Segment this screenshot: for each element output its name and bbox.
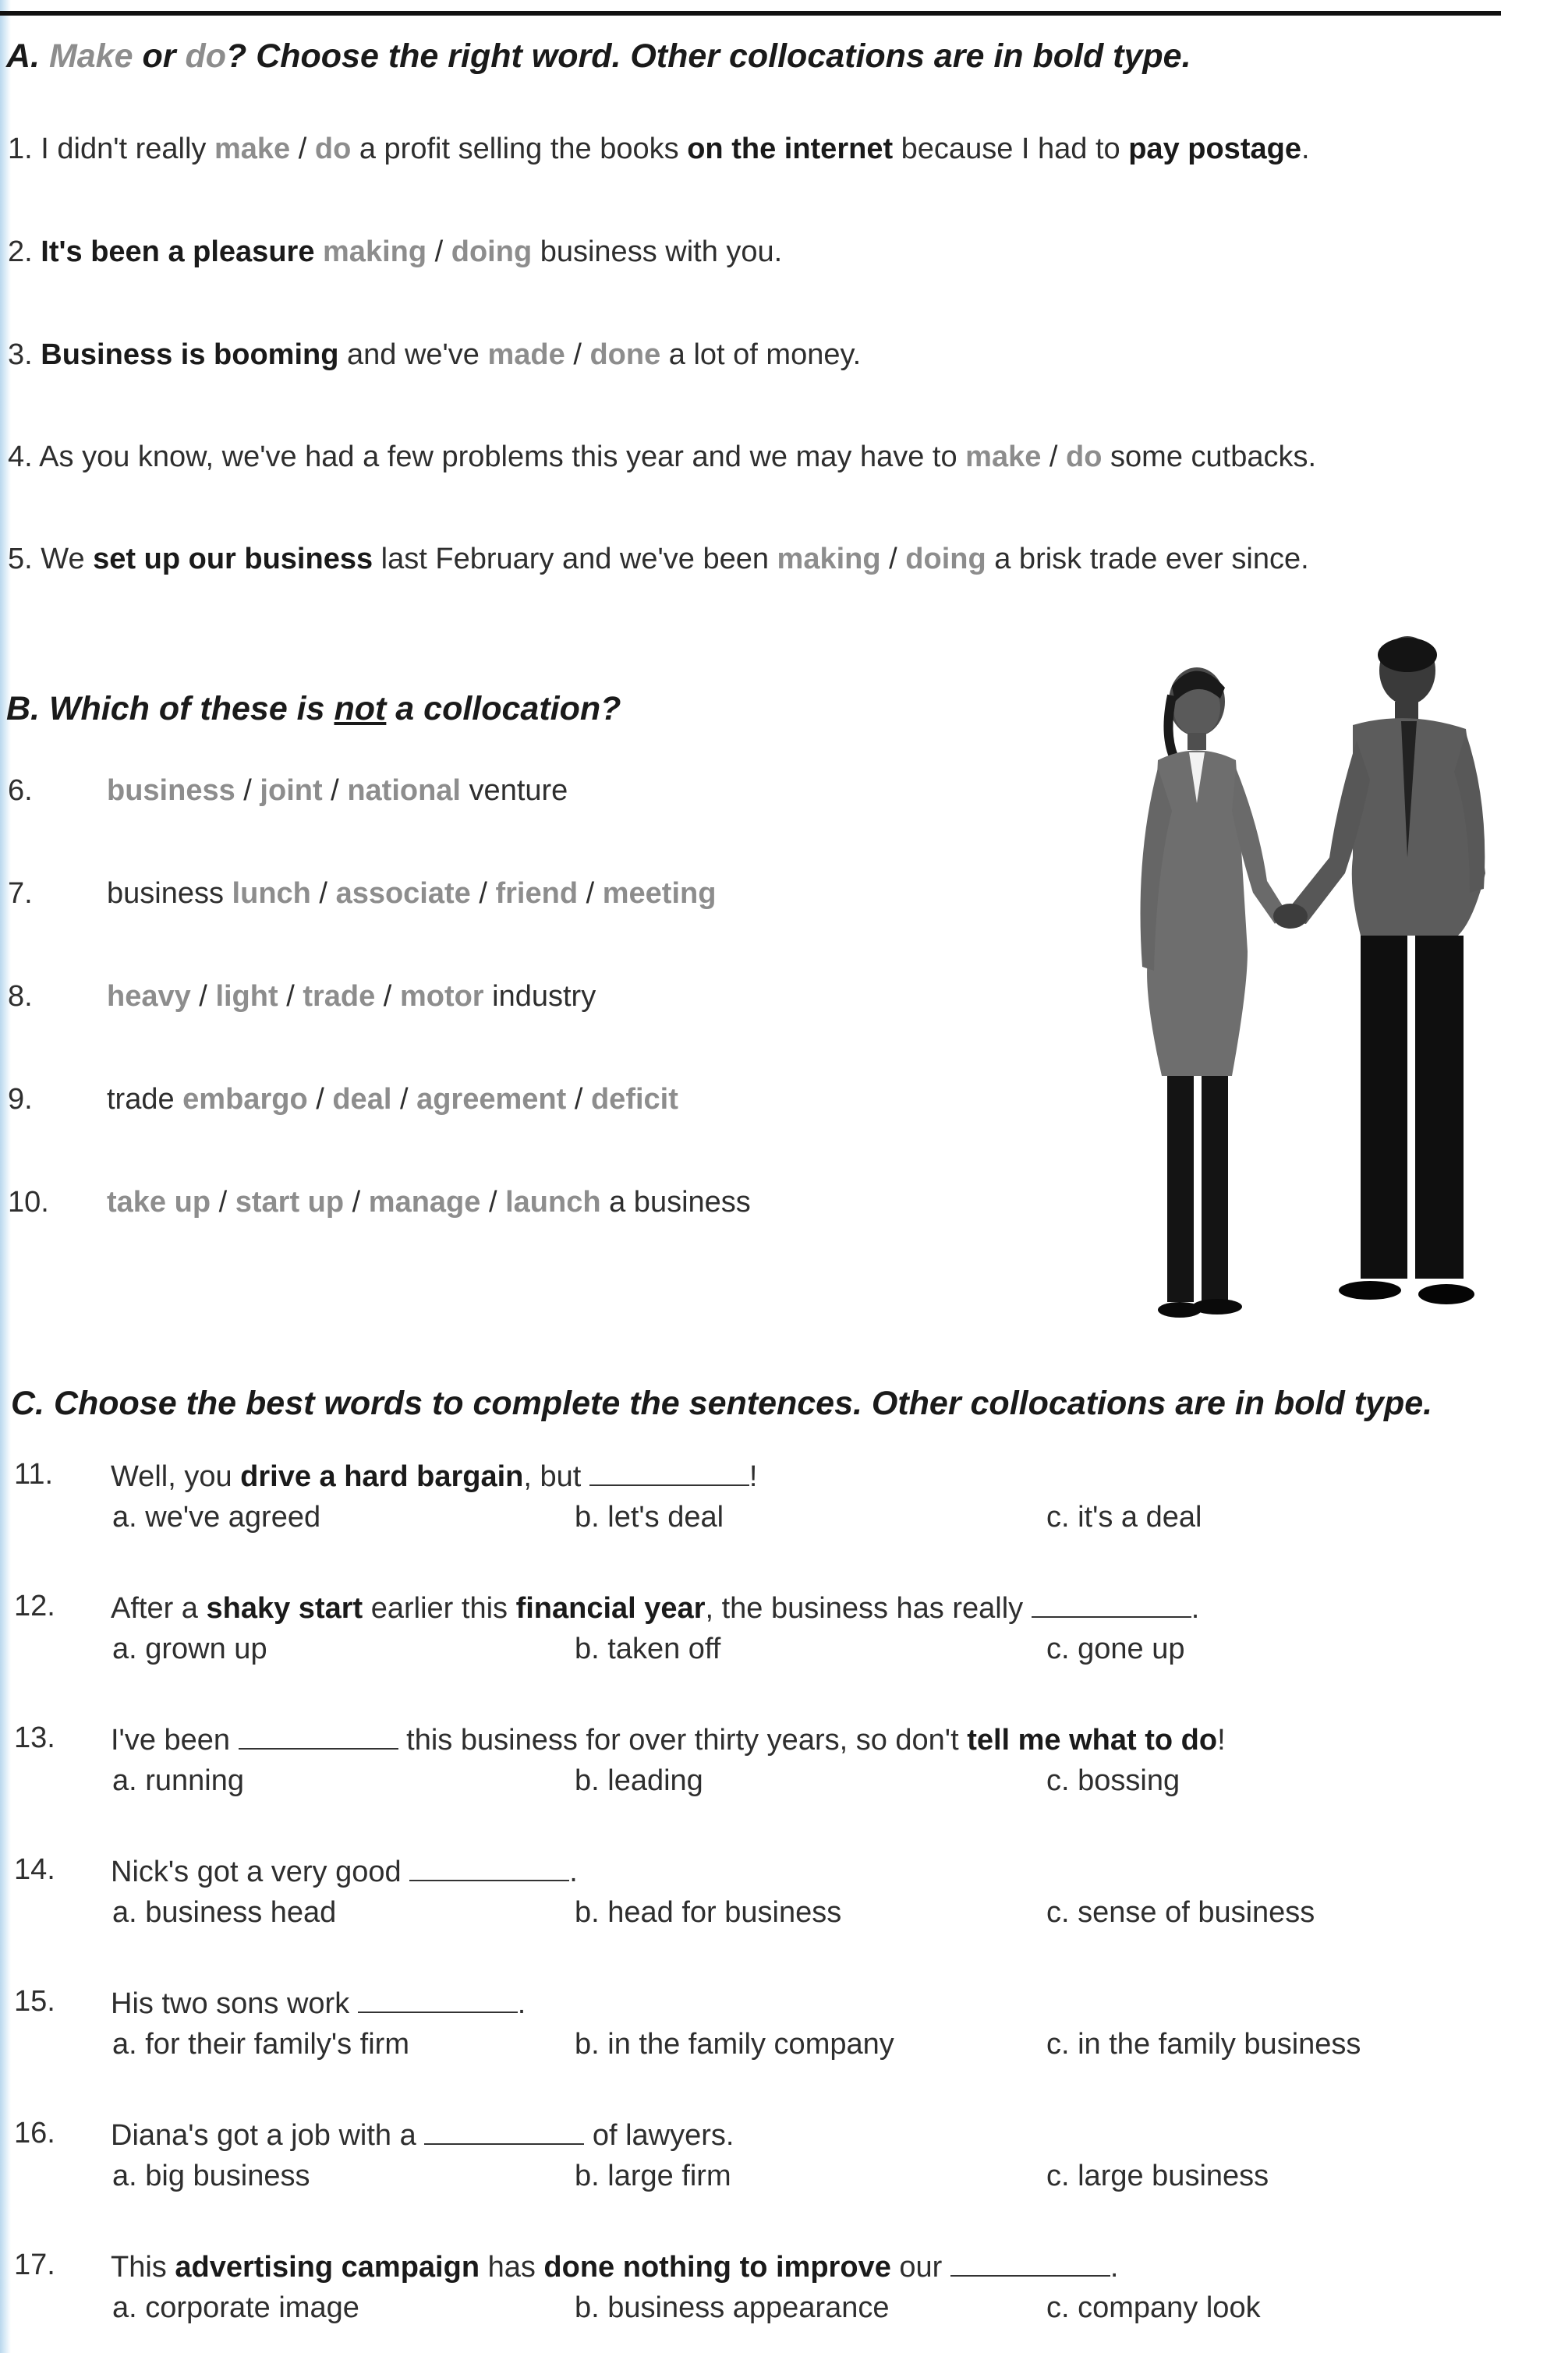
collocation: It's been a pleasure [41,235,315,268]
choice[interactable]: deal [332,1083,392,1116]
separator: / [278,980,303,1013]
option-a[interactable]: a. big business [112,2160,310,2192]
choice[interactable]: national [347,774,461,807]
option-c[interactable]: c. it's a deal [1046,1501,1202,1534]
option-a[interactable]: a. running [112,1764,245,1797]
question-9 [107,1083,678,1116]
question-11 [111,1458,757,1494]
top-rule [0,11,1501,16]
option-c[interactable]: c. large business [1046,2160,1269,2192]
collocation: shaky start [206,1592,363,1625]
text: His two sons work [111,1987,358,2020]
text: a brisk trade ever since. [986,543,1309,575]
question-10 [107,1186,751,1219]
text: We [41,543,94,575]
option-b[interactable]: b. head for business [575,1896,842,1929]
option-c[interactable]: c. bossing [1046,1764,1180,1797]
text: a profit selling the books [351,133,688,165]
option-a[interactable]: a. corporate image [112,2291,359,2324]
separator: / [391,1083,417,1116]
answer-blank[interactable] [358,1985,518,2013]
section-a-heading [6,37,1191,76]
choice[interactable]: light [215,980,278,1013]
choice-making[interactable]: making [777,543,881,575]
question-number-12: 12. [14,1590,55,1622]
option-a[interactable]: a. we've agreed [112,1501,321,1534]
choice[interactable]: associate [335,877,471,910]
separator: / [470,877,496,910]
question-number-14: 14. [14,1853,55,1886]
question-number-9: 9. [8,1083,33,1116]
answer-blank[interactable] [1032,1590,1191,1618]
text: I didn't really [41,133,214,165]
collocation: tell me what to do [967,1724,1218,1757]
separator: / [375,980,400,1013]
text: this business for over thirty years, so don't [398,1724,968,1757]
collocation: set up our business [93,543,373,575]
choice[interactable]: manage [368,1186,481,1219]
text: Diana's got a job with a [111,2119,425,2152]
separator: / [211,1186,235,1219]
choice-make[interactable]: make [965,441,1042,473]
section-letter: A. [6,37,40,75]
text: a business [600,1186,751,1219]
separator: / [1041,441,1067,473]
separator: / [880,543,906,575]
collocation: Business is booming [41,338,339,371]
word-or: or [142,37,176,75]
question-number-6: 6. [8,774,33,807]
choice[interactable]: deficit [590,1083,678,1116]
option-b[interactable]: b. business appearance [575,2291,890,2324]
choice[interactable]: business [107,774,235,807]
text: Nick's got a very good [111,1856,410,1888]
option-c[interactable]: c. company look [1046,2291,1261,2324]
option-b[interactable]: b. let's deal [575,1501,724,1534]
separator: / [427,235,451,268]
text: . [569,1856,578,1888]
question-number-16: 16. [14,2117,55,2150]
separator: / [565,338,590,371]
text [314,235,323,268]
question-6 [107,774,568,808]
text: business with you. [532,235,783,268]
separator: / [307,1083,333,1116]
collocation: done nothing to improve [543,2251,891,2284]
choice[interactable]: motor [399,980,484,1013]
option-c[interactable]: c. gone up [1046,1633,1185,1665]
option-a[interactable]: a. business head [112,1896,337,1929]
question-13 [111,1721,1226,1757]
text: and we've [338,338,488,371]
collocation: pay postage [1128,133,1301,165]
option-b[interactable]: b. leading [575,1764,703,1797]
choice[interactable]: joint [260,774,323,807]
handshake [1273,904,1308,929]
choice[interactable]: heavy [107,980,191,1013]
choice[interactable]: trade [303,980,376,1013]
text: . [1301,133,1310,165]
text: trade [107,1083,183,1116]
option-b[interactable]: b. large firm [575,2160,731,2192]
separator: / [344,1186,369,1219]
option-a[interactable]: a. grown up [112,1633,267,1665]
question-2 [8,235,782,269]
option-c[interactable]: c. sense of business [1046,1896,1315,1929]
question-4 [8,441,1316,474]
question-number: 2. [8,235,33,268]
collocation: financial year [515,1592,706,1625]
separator: / [322,774,348,807]
question-1 [8,133,1310,166]
question-16 [111,2117,734,2153]
text: some cutbacks. [1102,441,1317,473]
answer-blank[interactable] [424,2117,584,2145]
text: As you know, we've had a few problems this year and we may have to [39,441,966,473]
choice-doing[interactable]: doing [905,543,986,575]
text: of lawyers. [584,2119,734,2152]
separator: / [566,1083,591,1116]
text: ! [1217,1724,1226,1757]
separator: / [290,133,315,165]
text: . [1110,2251,1119,2284]
answer-blank[interactable] [239,1721,398,1750]
text: , but [523,1460,589,1493]
question-12 [111,1590,1199,1626]
section-b-heading [6,690,621,728]
word-make: Make [48,37,133,75]
question-15 [111,1985,526,2021]
question-14 [111,1853,578,1889]
choice-do[interactable]: do [1066,441,1103,473]
option-b[interactable]: b. taken off [575,1633,721,1665]
question-number: 5. [8,543,33,575]
question-17 [111,2249,1118,2284]
question-number-11: 11. [14,1458,54,1491]
separator: / [190,980,216,1013]
choice[interactable]: take up [107,1186,211,1219]
man-figure [1284,636,1485,1304]
choice[interactable]: agreement [416,1083,567,1116]
collocation: drive a hard bargain [240,1460,524,1493]
collocation: advertising campaign [175,2251,480,2284]
question-8 [107,980,596,1014]
question-5 [8,543,1309,576]
separator: / [578,877,603,910]
separator: / [235,774,260,807]
text: industry [483,980,596,1013]
text: earlier this [363,1592,516,1625]
separator: / [310,877,336,910]
heading-underlined-not: not [334,690,387,727]
option-c[interactable]: c. in the family business [1046,2028,1361,2061]
text: last February and we've been [373,543,777,575]
question-number-10: 10. [8,1186,49,1219]
question-number-17: 17. [14,2249,55,2281]
text: This [111,2251,175,2284]
section-c-heading: C. Choose the best words to complete the sentences. Other collocations are in bold type. [11,1385,1433,1422]
text: I've been [111,1724,239,1757]
question-number: 4. [8,441,33,473]
choice[interactable]: launch [505,1186,601,1219]
choice[interactable]: friend [495,877,579,910]
heading-rest: ? Choose the right word. Other collocations are in bold type. [225,37,1191,75]
question-7 [107,877,716,911]
choice-making[interactable]: making [323,235,427,268]
option-b[interactable]: b. in the family company [575,2028,894,2061]
text: our [890,2251,950,2284]
text: a lot of money. [660,338,862,371]
heading-part: B. Which of these is [6,690,334,727]
question-number-8: 8. [8,980,33,1013]
choice-make[interactable]: make [214,133,291,165]
answer-blank[interactable] [950,2249,1110,2277]
choice[interactable]: embargo [182,1083,308,1116]
answer-blank[interactable] [589,1458,749,1486]
question-number-15: 15. [14,1985,55,2018]
choice[interactable]: start up [235,1186,345,1219]
text: business [107,877,232,910]
question-number-7: 7. [8,877,33,910]
word-do: do [185,37,226,75]
choice-do[interactable]: do [314,133,352,165]
separator: / [480,1186,506,1219]
text: . [1191,1592,1200,1625]
choice[interactable]: meeting [602,877,717,910]
heading-part: a collocation? [386,690,621,727]
question-number: 3. [8,338,33,371]
choice-made[interactable]: made [487,338,565,371]
answer-blank[interactable] [409,1853,569,1881]
handshake-photo [1080,624,1517,1341]
text: . [517,1987,526,2020]
choice-doing[interactable]: doing [451,235,533,268]
text: Well, you [111,1460,241,1493]
question-number: 1. [8,133,33,165]
choice[interactable]: lunch [232,877,311,910]
text: , the business has really [705,1592,1032,1625]
option-a[interactable]: a. for their family's firm [112,2028,409,2061]
choice-done[interactable]: done [589,338,661,371]
text: After a [111,1592,207,1625]
question-3 [8,338,861,372]
text: ! [749,1460,758,1493]
text: because I had to [893,133,1129,165]
woman-figure [1141,667,1287,1318]
text: venture [461,774,568,807]
collocation: on the internet [687,133,894,165]
text: has [480,2251,544,2284]
question-number-13: 13. [14,1721,55,1754]
